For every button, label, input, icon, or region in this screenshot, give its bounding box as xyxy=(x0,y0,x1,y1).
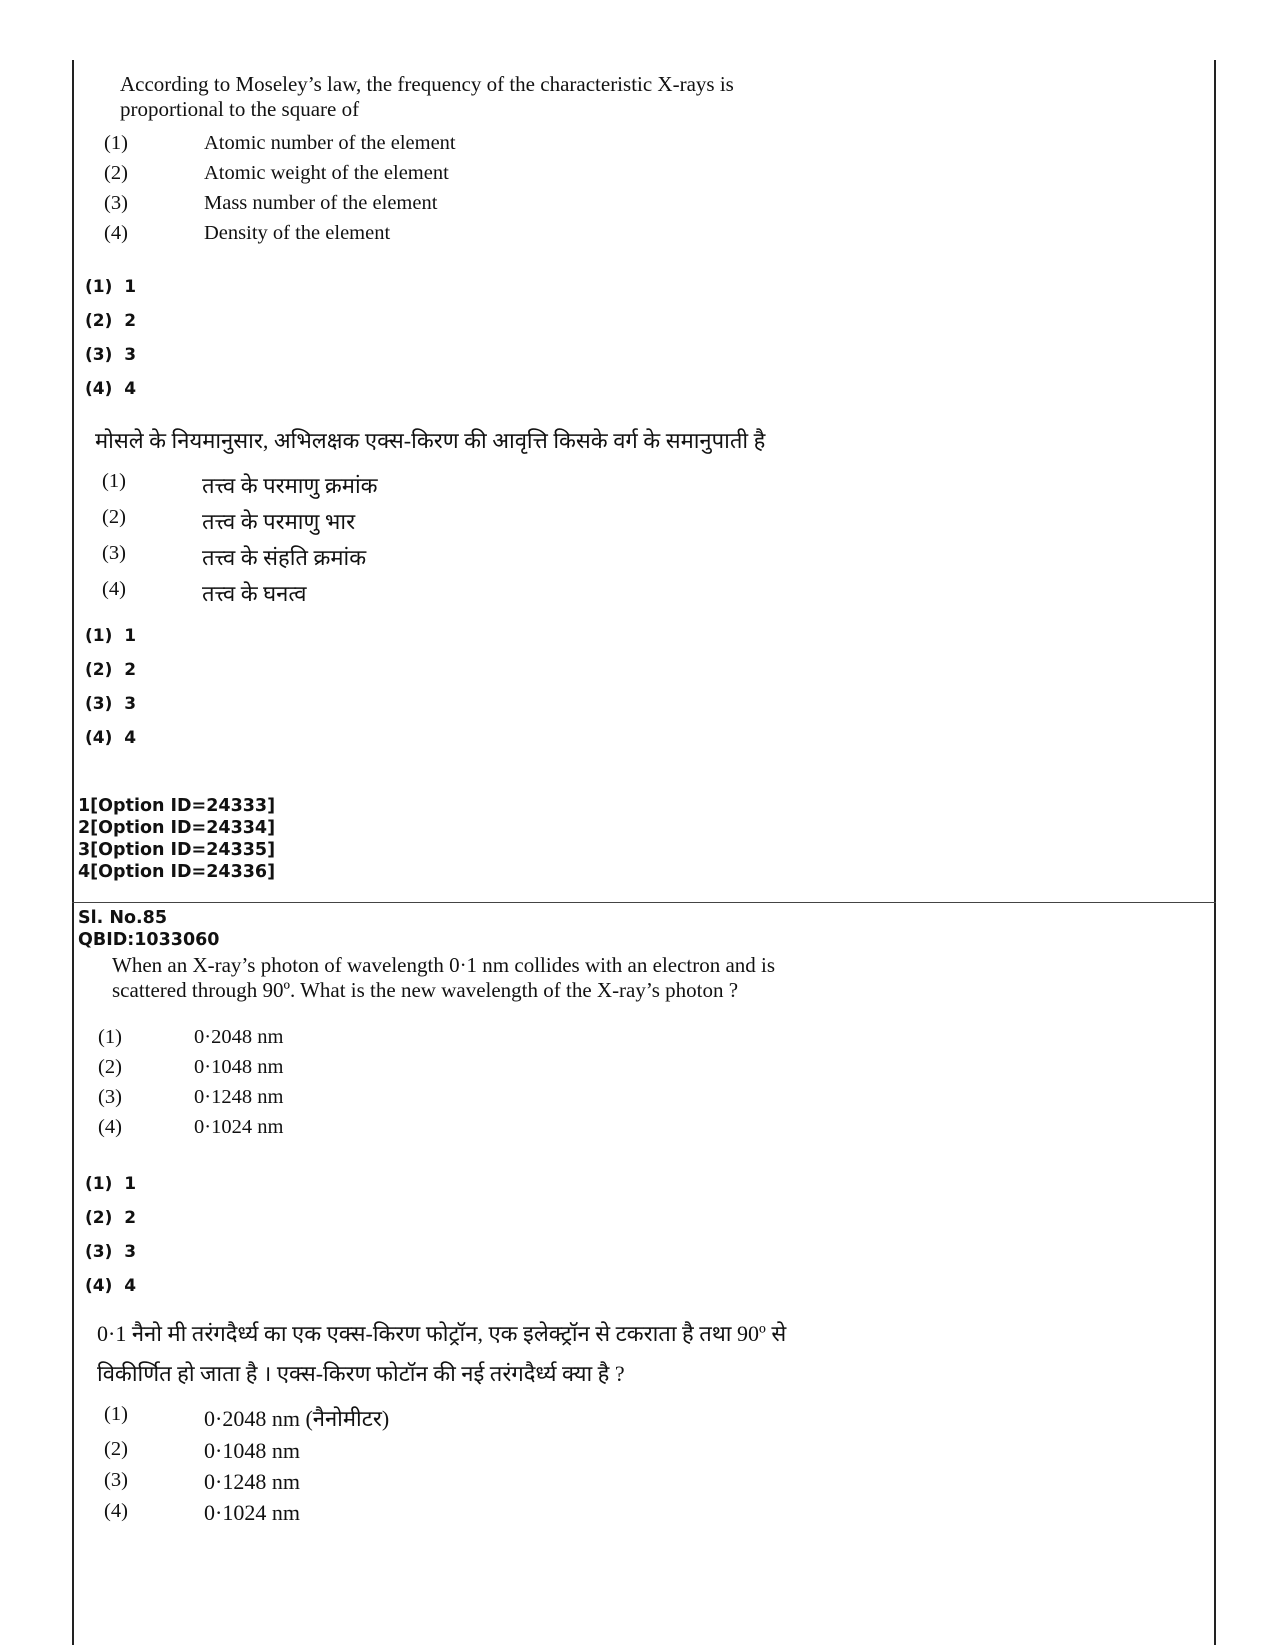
answer-choice[interactable] xyxy=(85,728,136,748)
option-number: (4) xyxy=(104,1500,128,1522)
answer-number: (1) xyxy=(85,626,113,646)
option-text: Density of the element xyxy=(204,222,391,244)
option-text: 0·1048 nm xyxy=(194,1056,284,1078)
qbid: QBID:1033060 xyxy=(78,930,220,950)
answer-value: 1 xyxy=(124,626,137,646)
question-header xyxy=(78,907,220,951)
option-id: 2[Option ID=24334] xyxy=(78,818,276,838)
question-85-text-en xyxy=(112,953,1012,1003)
answer-number: (4) xyxy=(85,728,113,748)
question-84-text-hi: मोसले के नियमानुसार, अभिलक्षक एक्स-किरण की आवृत्ति किसके वर्ग के समानुपाती है xyxy=(95,428,766,453)
question-84-text-en xyxy=(120,72,1020,122)
option-number: (3) xyxy=(104,1469,128,1491)
answer-number: (4) xyxy=(85,379,113,399)
answer-choice[interactable] xyxy=(85,1242,136,1262)
option-text: तत्त्व के परमाणु क्रमांक xyxy=(202,473,378,498)
answer-number: (3) xyxy=(85,1242,113,1262)
option-number: (3) xyxy=(102,542,126,564)
answer-choice[interactable] xyxy=(85,379,136,399)
option-id: 3[Option ID=24335] xyxy=(78,840,276,860)
option-text: तत्त्व के घनत्व xyxy=(202,581,307,606)
option-text: 0·1048 nm xyxy=(204,1438,300,1463)
option-id: 4[Option ID=24336] xyxy=(78,862,276,882)
option-number: (1) xyxy=(104,132,128,154)
answer-value: 4 xyxy=(124,379,137,399)
option-id: 1[Option ID=24333] xyxy=(78,796,276,816)
answer-number: (2) xyxy=(85,660,113,680)
answer-value: 2 xyxy=(124,1208,137,1228)
option-text: 0·1248 nm xyxy=(194,1086,284,1108)
answer-choice[interactable] xyxy=(85,311,136,331)
answer-number: (3) xyxy=(85,345,113,365)
question-line: When an X-ray’s photon of wavelength 0·1 nm collides with an electron and is xyxy=(112,953,776,977)
question-line: According to Moseley’s law, the frequency of the characteristic X-rays is xyxy=(120,72,734,96)
answer-choice[interactable] xyxy=(85,626,136,646)
answer-number: (2) xyxy=(85,311,113,331)
option-number: (2) xyxy=(104,1438,128,1460)
option-text: 0·1248 nm xyxy=(204,1469,300,1494)
answer-value: 3 xyxy=(124,1242,137,1262)
option-text: 0·1024 nm xyxy=(194,1116,284,1138)
question-line: 0·1 नैनो मी तरंगदैर्ध्य का एक एक्स-किरण फोट्रॉन, एक इलेक्ट्रॉन से टकराता है तथा 90º से xyxy=(97,1321,787,1346)
answer-value: 3 xyxy=(124,694,137,714)
answer-number: (1) xyxy=(85,277,113,297)
option-number: (4) xyxy=(98,1116,122,1138)
option-number: (4) xyxy=(102,578,126,600)
answer-value: 1 xyxy=(124,1174,137,1194)
option-text: तत्त्व के संहति क्रमांक xyxy=(202,545,367,570)
answer-value: 2 xyxy=(124,311,137,331)
answer-number: (1) xyxy=(85,1174,113,1194)
answer-choice[interactable] xyxy=(85,345,136,365)
option-text: Mass number of the element xyxy=(204,192,438,214)
answer-value: 1 xyxy=(124,277,137,297)
option-number: (2) xyxy=(98,1056,122,1078)
answer-choice[interactable] xyxy=(85,694,136,714)
option-number: (2) xyxy=(104,162,128,184)
option-text: 0·2048 nm xyxy=(194,1026,284,1048)
option-number: (1) xyxy=(104,1403,128,1425)
question-line: proportional to the square of xyxy=(120,97,360,121)
answer-choice[interactable] xyxy=(85,1208,136,1228)
option-number: (4) xyxy=(104,222,128,244)
answer-choice[interactable] xyxy=(85,1276,136,1296)
answer-choice[interactable] xyxy=(85,277,136,297)
option-id-list xyxy=(78,795,275,883)
question-divider xyxy=(72,902,1216,903)
option-text: Atomic number of the element xyxy=(204,132,456,154)
serial-number: Sl. No.85 xyxy=(78,908,168,928)
option-text: 0·2048 nm (नैनोमीटर) xyxy=(204,1406,390,1431)
option-text: तत्त्व के परमाणु भार xyxy=(202,509,356,534)
question-line: scattered through 90º. What is the new wavelength of the X-ray’s photon ? xyxy=(112,978,739,1002)
option-number: (1) xyxy=(102,470,126,492)
answer-value: 3 xyxy=(124,345,137,365)
option-number: (3) xyxy=(104,192,128,214)
answer-value: 4 xyxy=(124,728,137,748)
answer-choice[interactable] xyxy=(85,1174,136,1194)
answer-number: (3) xyxy=(85,694,113,714)
option-number: (3) xyxy=(98,1086,122,1108)
question-line: विकीर्णित हो जाता है । एक्स-किरण फोटॉन की नई तरंगदैर्ध्य क्या है ? xyxy=(97,1361,625,1386)
option-text: 0·1024 nm xyxy=(204,1500,300,1525)
option-number: (1) xyxy=(98,1026,122,1048)
answer-number: (2) xyxy=(85,1208,113,1228)
question-85-text-hi xyxy=(97,1318,1177,1388)
option-number: (2) xyxy=(102,506,126,528)
answer-number: (4) xyxy=(85,1276,113,1296)
answer-choice[interactable] xyxy=(85,660,136,680)
option-text: Atomic weight of the element xyxy=(204,162,449,184)
answer-value: 2 xyxy=(124,660,137,680)
answer-value: 4 xyxy=(124,1276,137,1296)
